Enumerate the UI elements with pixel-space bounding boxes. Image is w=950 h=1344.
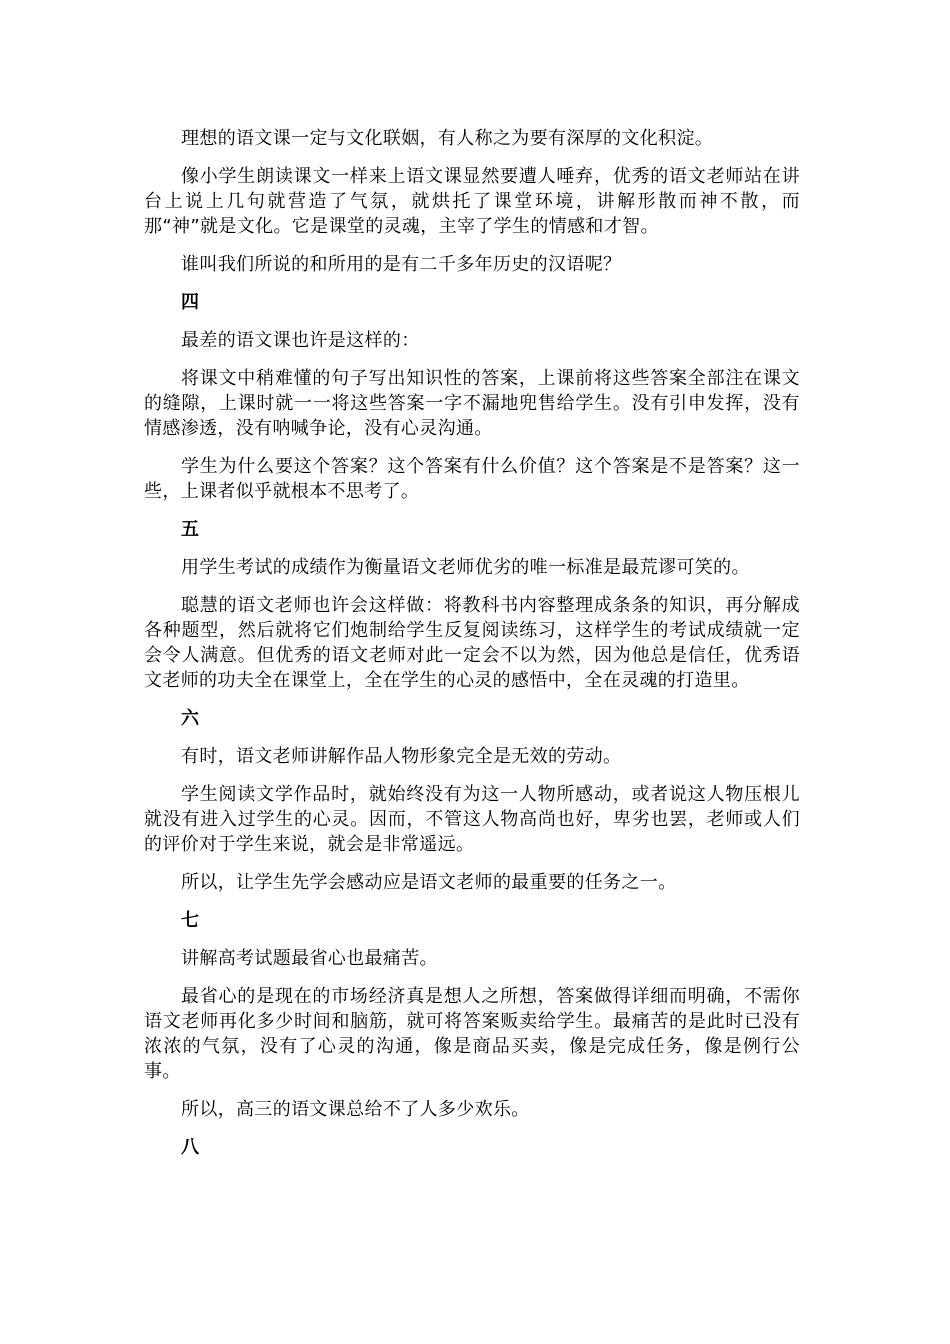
paragraph: 有时，语文老师讲解作品人物形象完全是无效的劳动。 <box>181 746 622 767</box>
paragraph: 谁叫我们所说的和所用的是有二千多年历史的汉语呢？ <box>181 254 622 275</box>
section-heading: 四 <box>181 292 200 313</box>
section-heading: 八 <box>181 1137 200 1158</box>
paragraph: 最省心的是现在的市场经济真是想人之所想，答案做得详细而明确，不需你语文老师再化多少时间和脑筋，就可将答案贩卖给学生。最痛苦的是此时已没有浓浓的气氛，没有了心灵的沟通，像是商品买卖，像是完成任务，像是例行公事。 <box>144 986 800 1082</box>
paragraph: 最差的语文课也许是这样的： <box>181 330 420 351</box>
section-heading: 五 <box>181 519 200 540</box>
paragraph: 所以，让学生先学会感动应是语文老师的最重要的任务之一。 <box>181 872 677 893</box>
paragraph: 所以，高三的语文课总给不了人多少欢乐。 <box>181 1099 530 1120</box>
paragraph: 学生阅读文学作品时，就始终没有为这一人物所感动，或者说这人物压根儿就没有进入过学生的心灵。因而，不管这人物高尚也好，卑劣也罢，老师或人们的评价对于学生来说，就会是非常遥远。 <box>144 784 800 855</box>
document-body <box>144 126 800 1173</box>
paragraph: 理想的语文课一定与文化联姻，有人称之为要有深厚的文化积淀。 <box>181 128 714 149</box>
paragraph: 聪慧的语文老师也许会这样做：将教科书内容整理成条条的知识，再分解成各种题型，然后就将它们炮制给学生反复阅读练习，这样学生的考试成绩就一定会令人满意。但优秀的语文老师对此一定会不以为然，因为他总是信任，优秀语文老师的功夫全在课堂上，全在学生的心灵的感悟中，全在灵魂的打造里。 <box>144 595 800 691</box>
paragraph: 用学生考试的成绩作为衡量语文老师优劣的唯一标准是最荒谬可笑的。 <box>181 557 750 578</box>
paragraph: 像小学生朗读课文一样来上语文课显然要遭人唾弃，优秀的语文老师站在讲台上说上几句就营造了气氛，就烘托了课堂环境，讲解形散而神不散，而那“神”就是文化。它是课堂的灵魂，主宰了学生的情感和才智。 <box>144 166 800 237</box>
paragraph: 讲解高考试题最省心也最痛苦。 <box>181 948 438 969</box>
section-heading: 六 <box>181 708 200 729</box>
paragraph: 将课文中稍难懂的句子写出知识性的答案，上课前将这些答案全部注在课文的缝隙，上课时就一一将这些答案一字不漏地兜售给学生。没有引申发挥，没有情感渗透，没有呐喊争论，没有心灵沟通。 <box>144 368 800 439</box>
section-heading: 七 <box>181 910 200 931</box>
paragraph: 学生为什么要这个答案？这个答案有什么价值？这个答案是不是答案？这一些，上课者似乎就根本不思考了。 <box>144 456 800 502</box>
